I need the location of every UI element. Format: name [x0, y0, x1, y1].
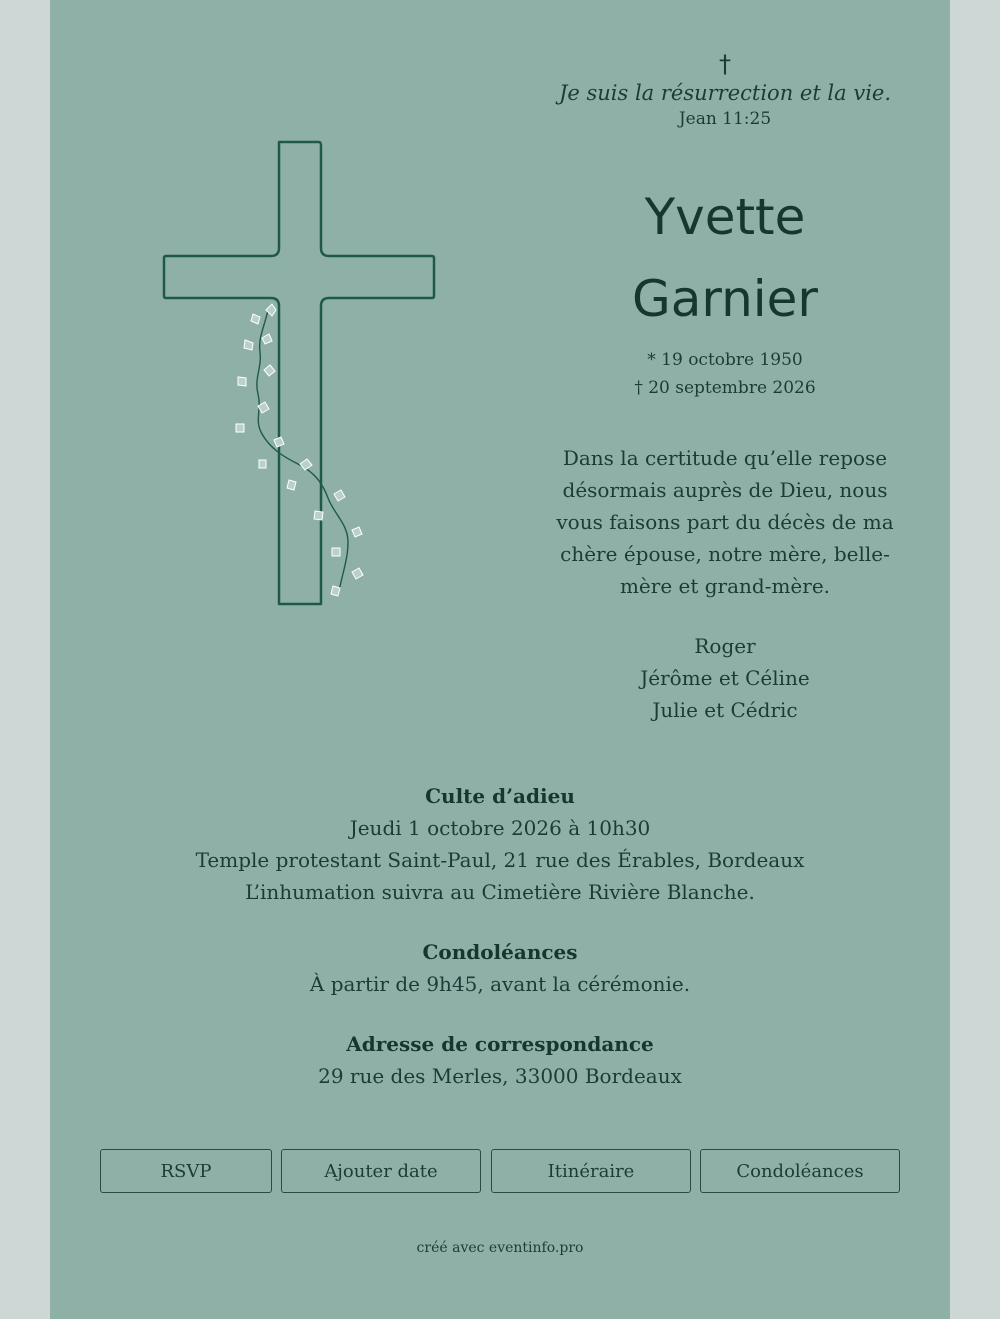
- ceremony-title: Culte d’adieu: [425, 784, 575, 808]
- family-member: Roger: [694, 634, 756, 658]
- action-buttons: [100, 1149, 900, 1195]
- cross-symbol: †: [719, 50, 731, 78]
- family-list: [550, 630, 900, 726]
- deceased-name: [550, 176, 900, 340]
- announcement-message: Dans la certitude qu’elle repose désormais auprès de Dieu, nous vous faisons part du décès de ma chère épouse, notre mère, belle-mère et grand-mère.: [556, 446, 894, 598]
- correspondence-section: [50, 1028, 950, 1092]
- condolences-section: [50, 936, 950, 1000]
- correspondence-address: 29 rue des Merles, 33000 Bordeaux: [318, 1064, 682, 1088]
- ceremony-section: [50, 780, 950, 908]
- rsvp-button[interactable]: RSVP: [100, 1149, 272, 1193]
- birth-date: * 19 octobre 1950: [647, 350, 803, 370]
- ceremony-date: Jeudi 1 octobre 2026 à 10h30: [349, 816, 651, 840]
- correspondence-title: Adresse de correspondance: [346, 1032, 654, 1056]
- verse-reference: Jean 11:25: [678, 109, 772, 129]
- add-date-button[interactable]: Ajouter date: [281, 1149, 481, 1193]
- condolences-text: À partir de 9h45, avant la cérémonie.: [309, 972, 691, 996]
- announcement-column: [550, 50, 900, 726]
- cross-with-ivy-icon: [162, 138, 442, 610]
- last-name: Garnier: [632, 270, 818, 328]
- bible-verse: Je suis la résurrection et la vie.: [558, 81, 892, 105]
- life-dates: [550, 346, 900, 402]
- condolences-title: Condoléances: [422, 940, 578, 964]
- family-member: Julie et Cédric: [652, 698, 798, 722]
- ceremony-place: Temple protestant Saint-Paul, 21 rue des Érables, Bordeaux: [195, 848, 805, 872]
- family-member: Jérôme et Céline: [640, 666, 810, 690]
- condolences-button[interactable]: Condoléances: [700, 1149, 900, 1193]
- ceremony-note: L’inhumation suivra au Cimetière Rivière Blanche.: [245, 880, 755, 904]
- footer-credit[interactable]: créé avec eventinfo.pro: [416, 1240, 584, 1256]
- memorial-card: [50, 0, 950, 1319]
- first-name: Yvette: [644, 188, 806, 246]
- itinerary-button[interactable]: Itinéraire: [491, 1149, 691, 1193]
- death-date: † 20 septembre 2026: [634, 378, 816, 398]
